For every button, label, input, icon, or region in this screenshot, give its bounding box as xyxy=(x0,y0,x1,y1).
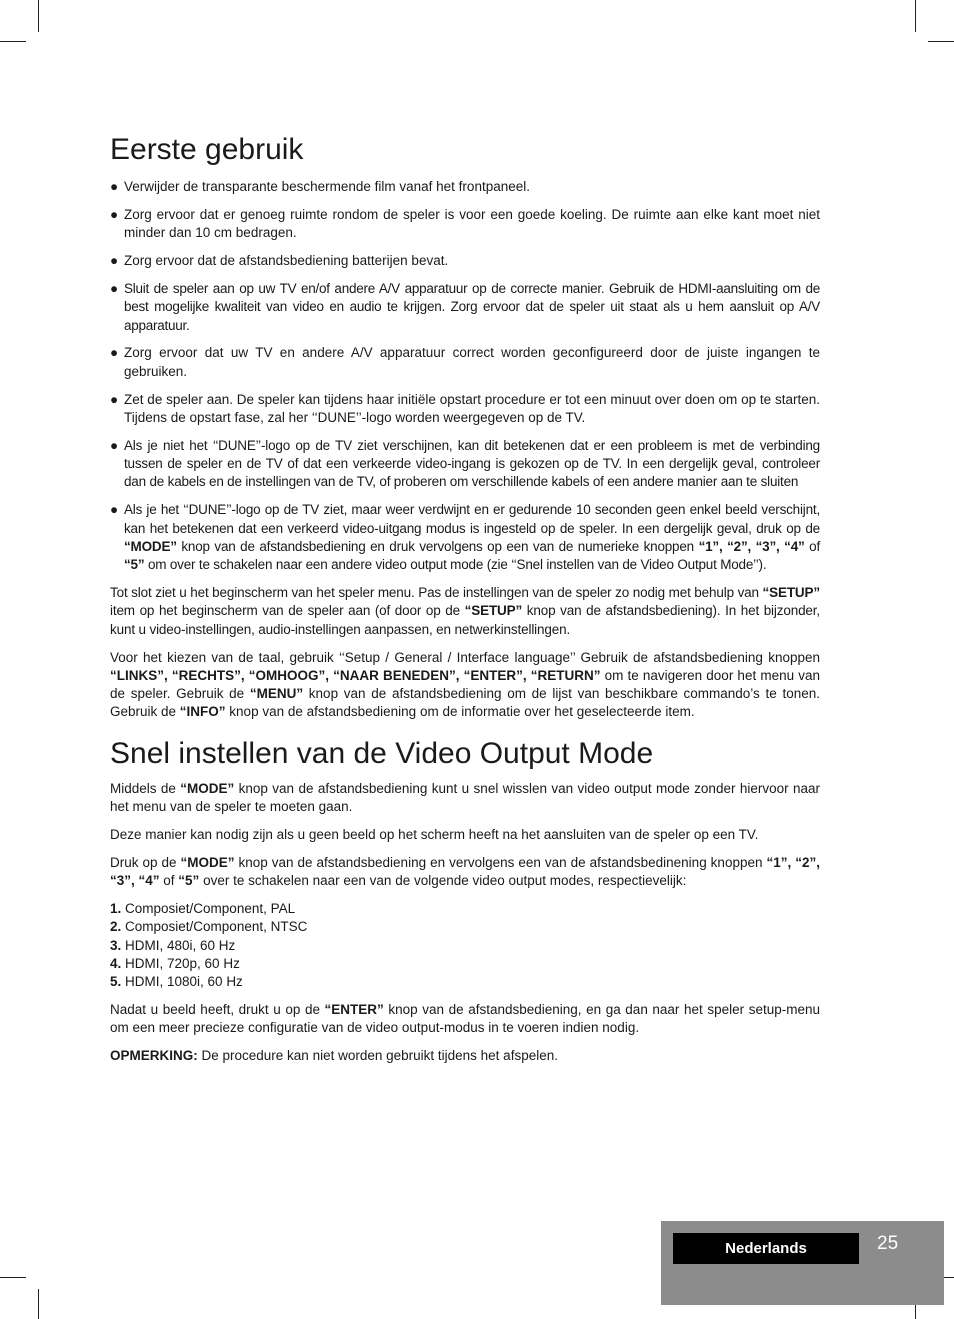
crop-mark xyxy=(0,41,26,42)
crop-mark xyxy=(0,1277,26,1278)
note-label: OPMERKING: xyxy=(110,1048,198,1064)
language-label: Nederlands xyxy=(673,1233,859,1264)
list-item: 5. HDMI, 1080i, 60 Hz xyxy=(110,974,243,990)
list-item: 4. HDMI, 720p, 60 Hz xyxy=(110,955,240,971)
bullet-icon: ● xyxy=(110,253,119,269)
bullet-text: Verwijder de transparante beschermende film vanaf het frontpaneel. xyxy=(124,179,530,194)
bullet-text: Sluit de speler aan op uw TV en/of andere A/V apparatuur op de correcte manier. Gebruik de HDMI-aansluiting om de best mogelijke kwaliteit van video en audio te krijgen. Zorg ervoor dat de speler uit staat als u hem aansluit op A/V apparatuur. xyxy=(124,280,820,333)
bullet-item xyxy=(110,344,820,381)
bullet-text: Als je het ‘‘DUNE’’-logo op de TV ziet, maar weer verdwijnt en er gedurende 10 seconden geen enkel beeld verschijnt, kan het betekenen dat een verkeerd video-uitgang modus is ingesteld op de speler. In een dergelijk geval, druk op de “MODE” knop van de afstandsbediening en druk vervolgens op een van de numerieke knoppen “1”, “2”, “3”, “4” of “5” om over te schakelen naar een andere video output mode (zie ‘‘Snel instellen van de Video Output Mode’’). xyxy=(124,502,820,573)
crop-mark xyxy=(928,41,954,42)
bullet-icon: ● xyxy=(110,206,119,222)
bullet-icon: ● xyxy=(110,391,119,407)
crop-mark xyxy=(38,1289,39,1319)
note xyxy=(110,1047,820,1065)
list-item: 2. Composiet/Component, NTSC xyxy=(110,919,308,935)
section-title-video-output: Snel instellen van de Video Output Mode xyxy=(110,736,654,770)
bullet-icon: ● xyxy=(110,437,118,453)
bullet-item xyxy=(110,252,820,270)
paragraph-press-mode: Druk op de “MODE” knop van de afstandsbediening en vervolgens een van de afstandsbedinening knoppen “1”, “2”, “3”, “4” of “5” over te schakelen naar een van de volgende video output modes, respectievelijk: xyxy=(110,854,820,889)
bullet-icon: ● xyxy=(110,502,118,518)
bullet-icon: ● xyxy=(110,179,119,194)
bullet-text: Zorg ervoor dat uw TV en andere A/V apparatuur correct worden geconfigureerd door de juiste ingangen te gebruiken. xyxy=(124,345,820,379)
video-mode-list xyxy=(110,900,820,991)
list-item: 3. HDMI, 480i, 60 Hz xyxy=(110,937,236,953)
bullet-text: Als je niet het ‘‘DUNE’’-logo op de TV ziet verschijnen, kan dit betekenen dat er een probleem is met de verbinding tussen de speler en de TV of dat een verkeerde video-ingang is gekozen op de TV. In een dergelijk geval, controleer dan de kabels en de instellingen van de TV, of proberen om verschillende kabels of een andere manier aan te sluiten xyxy=(124,437,820,490)
bullet-text: Zorg ervoor dat de afstandsbediening batterijen bevat. xyxy=(124,253,449,269)
bullet-icon: ● xyxy=(110,280,118,296)
bullet-item xyxy=(110,178,820,196)
crop-mark xyxy=(38,0,39,32)
bullet-item xyxy=(110,437,820,492)
list-item: 1. Composiet/Component, PAL xyxy=(110,901,296,917)
page-content xyxy=(110,132,820,1075)
paragraph-setup: Tot slot ziet u het beginscherm van het speler menu. Pas de instellingen van de speler zo nodig met behulp van “SETUP” item op het beginscherm van de speler aan (of door op de “SETUP” knop van de afstandsbediening). In het bijzonder, kunt u video-instellingen, audio-instellingen aanpassen, en netwerkinstellingen. xyxy=(110,585,820,637)
bullet-item xyxy=(110,501,820,574)
crop-mark xyxy=(915,0,916,32)
note-text: De procedure kan niet worden gebruikt tijdens het afspelen. xyxy=(197,1048,558,1064)
bullet-item xyxy=(110,391,820,428)
paragraph-mode: Middels de “MODE” knop van de afstandsbediening kunt u snel wisslen van video output mode zonder hiervoor naar het menu van de speler te moeten gaan. xyxy=(110,780,820,815)
paragraph-no-image: Deze manier kan nodig zijn als u geen beeld op het scherm heeft na het aansluiten van de speler op een TV. xyxy=(110,826,759,842)
page-number: 25 xyxy=(877,1233,899,1254)
bullet-text: Zorg ervoor dat er genoeg ruimte rondom de speler is voor een goede koeling. De ruimte aan elke kant moet niet minder dan 10 cm bedragen. xyxy=(124,206,820,241)
bullet-text: Zet de speler aan. De speler kan tijdens haar initiële opstart procedure er tot een minuut over doen om op te starten. Tijdens de opstart fase, zal her ‘‘DUNE’’-logo worden weergegeven op de TV. xyxy=(124,391,820,425)
section-title-eerste-gebruik: Eerste gebruik xyxy=(110,133,304,166)
bullet-icon: ● xyxy=(110,345,119,361)
paragraph-language: Voor het kiezen van de taal, gebruik ‘‘Setup / General / Interface language’’ Gebruik de afstandsbediening knoppen “LINKS”, “RECHTS”, “OMHOOG”, “NAAR BENEDEN”, “ENTER”, “RETURN” om te navigeren door het menu van de speler. Gebruik de “MENU” knop van de afstandsbediening om de lijst van beschikbare commando’s te tonen. Gebruik de “INFO” knop van de afstandsbediening om de informatie over het geselecteerde item. xyxy=(110,649,820,720)
paragraph-enter: Nadat u beeld heeft, drukt u op de “ENTER” knop van de afstandsbediening, en ga dan naar het speler setup-menu om een meer precieze configuratie van de video output-modus in te voeren indien nodig. xyxy=(110,1002,820,1036)
bullet-item xyxy=(110,206,820,243)
bullet-item xyxy=(110,280,820,335)
page-footer xyxy=(661,1221,944,1305)
